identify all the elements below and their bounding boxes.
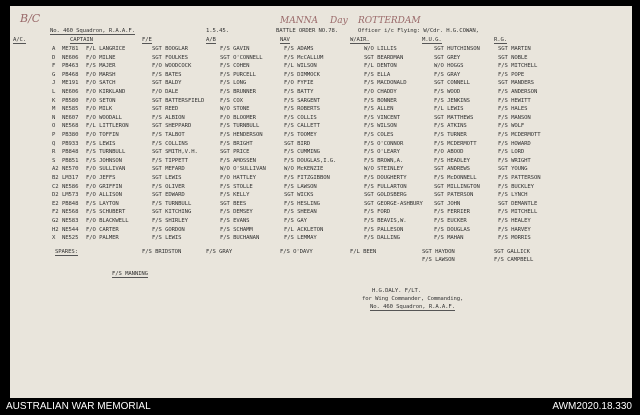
- crew-cell: F/S DIMMOCK: [284, 71, 320, 78]
- spare-crew: SGT HAYDON: [422, 249, 455, 255]
- aircraft-letter: F2: [52, 209, 59, 216]
- document-page: [10, 6, 632, 398]
- crew-cell: F/S McCALLUM: [284, 54, 324, 61]
- aircraft-letter: R: [52, 149, 56, 156]
- aircraft-serial: NE607: [62, 114, 79, 121]
- crew-cell: F/O SETON: [86, 97, 116, 104]
- crew-cell: F/S MORRIS: [498, 235, 531, 242]
- crew-cell: W/O STONE: [220, 106, 250, 113]
- crew-cell: F/S FULLARTON: [364, 183, 407, 190]
- crew-cell: SGT CONNELL: [434, 80, 470, 87]
- aircraft-letter: A: [52, 46, 56, 52]
- crew-cell: F/S WRIGHT: [498, 157, 531, 164]
- crew-cell: F/O CHADDY: [364, 89, 397, 95]
- table-row: [12, 149, 592, 156]
- crew-cell: F/O ABOOD: [434, 149, 464, 156]
- crew-cell: SGT YOUNG: [498, 166, 528, 173]
- table-row: [12, 235, 592, 242]
- crew-cell: F/O HATTLEY: [220, 175, 256, 181]
- officer-in-charge: Officer i/c Flying: W/Cdr. H.G.COWAN,: [358, 28, 479, 34]
- crew-cell: F/S LAYTON: [86, 200, 119, 207]
- crew-cell: SGT MARTIN: [498, 46, 531, 52]
- crew-cell: F/S KELLY: [220, 192, 250, 199]
- crew-cell: F/O TOFFIN: [86, 132, 119, 138]
- crew-cell: F/S SHEEAN: [284, 209, 317, 216]
- table-row: [12, 123, 592, 130]
- crew-cell: SGT SHEPPARD: [152, 123, 192, 130]
- crew-cell: F/O WOODCOCK: [152, 63, 192, 70]
- crew-cell: F/S FITZGIBBON: [284, 175, 330, 181]
- crew-cell: F/S CUMMING: [284, 149, 320, 156]
- crew-cell: F/O ALLISON: [86, 192, 122, 199]
- crew-cell: F/S BEAVIS,W.: [364, 218, 407, 224]
- crew-cell: F/S O'LEARY: [364, 149, 400, 156]
- aircraft-serial: PB933: [62, 140, 79, 147]
- table-row: [12, 63, 592, 70]
- crew-cell: F/O KIRKLAND: [86, 89, 126, 95]
- crew-cell: F/S GRAY: [434, 71, 461, 78]
- crew-cell: F/O FYFIE: [284, 80, 314, 87]
- aircraft-serial: ME781: [62, 46, 79, 52]
- archive-footer: [0, 398, 640, 415]
- crew-cell: F/S BUCHANAN: [220, 235, 260, 242]
- crew-cell: F/S GAVIN: [220, 46, 250, 52]
- crew-cell: F/S HOWARD: [498, 140, 531, 147]
- crew-cell: F/S HARVEY: [498, 226, 531, 233]
- column-header: NAV: [280, 37, 290, 43]
- crew-cell: F/S MACDONALD: [364, 80, 407, 87]
- crew-cell: F/S WOOD: [434, 89, 461, 95]
- table-row: [12, 46, 592, 53]
- crew-cell: F/S MITCHELL: [498, 63, 538, 70]
- aircraft-serial: PB848: [62, 149, 79, 156]
- table-row: [12, 115, 592, 122]
- aircraft-letter: H2: [52, 226, 59, 233]
- crew-cell: F/S MITCHELL: [498, 209, 538, 216]
- crew-cell: F/S STOLLE: [220, 183, 253, 190]
- crew-cell: SGT MATTHEWS: [434, 114, 474, 121]
- aircraft-letter: J: [52, 80, 56, 87]
- crew-cell: SGT MEFARD: [152, 166, 185, 173]
- crew-cell: F/S DEMSEY: [220, 209, 253, 216]
- column-header: CAPTAIN: [70, 37, 93, 43]
- crew-cell: F/O BLOOMER: [220, 114, 256, 121]
- crew-cell: F/S CALLETT: [284, 123, 320, 130]
- crew-cell: F/L LITTLERON: [86, 123, 129, 130]
- crew-cell: F/S HEWITT: [498, 97, 531, 104]
- crew-cell: F/S COLES: [364, 132, 394, 138]
- corner-handwriting: B/C: [20, 12, 41, 25]
- table-row: [12, 227, 592, 234]
- aircraft-serial: ME191: [62, 80, 79, 87]
- aircraft-letter: S: [52, 157, 56, 164]
- aircraft-serial: LM573: [62, 192, 79, 199]
- crew-cell: F/S TURNER: [434, 132, 467, 138]
- column-header: R.G.: [494, 37, 508, 43]
- crew-cell: F/S ALLEN: [364, 106, 394, 113]
- crew-cell: F/S ROBERTS: [284, 106, 320, 113]
- crew-cell: F/S FERRIER: [434, 209, 470, 216]
- spare-crew: F/S GRAY: [206, 249, 233, 255]
- crew-cell: F/S HEALEY: [498, 218, 531, 224]
- aircraft-serial: PB468: [62, 71, 79, 78]
- column-header: A/B: [206, 37, 216, 43]
- crew-cell: SGT ANDREWS: [434, 166, 470, 173]
- aircraft-serial: PB380: [62, 132, 79, 138]
- crew-cell: SGT PRICE: [220, 149, 250, 156]
- crew-cell: W/O HOGGS: [434, 63, 464, 70]
- crew-cell: F/S BATES: [152, 71, 182, 78]
- crew-cell: F/S EUCKER: [434, 218, 467, 224]
- spares-label: SPARES:: [55, 249, 78, 255]
- table-row: [12, 175, 592, 182]
- crew-cell: F/S BROWN,A.: [364, 157, 404, 164]
- crew-cell: F/O SULLIVAN: [86, 166, 126, 173]
- crew-cell: F/L ACKLETON: [284, 226, 324, 233]
- aircraft-letter: O: [52, 123, 56, 130]
- crew-cell: F/S ANDERSON: [498, 89, 538, 95]
- crew-cell: F/S McDONNELL: [434, 175, 477, 181]
- crew-cell: F/S TURNBULL: [220, 123, 260, 130]
- column-header: A/C.: [13, 37, 27, 43]
- aircraft-serial: NE586: [62, 183, 79, 190]
- crew-cell: F/O CARTER: [86, 226, 119, 233]
- table-row: [12, 132, 592, 139]
- crew-cell: F/S TURNBULL: [86, 149, 126, 156]
- crew-cell: SGT BOOGLAR: [152, 46, 188, 52]
- crew-cell: F/O DALE: [152, 89, 179, 95]
- table-row: [12, 158, 592, 165]
- aircraft-letter: C2: [52, 183, 59, 190]
- signature-unit: No. 460 Squadron, R.A.A.F.: [370, 304, 455, 310]
- crew-cell: W/O O'SULLIVAN: [220, 166, 266, 173]
- aircraft-letter: G: [52, 71, 56, 78]
- aircraft-letter: D2: [52, 192, 59, 199]
- aircraft-letter: N: [52, 114, 56, 121]
- crew-cell: SGT NOBLE: [498, 54, 528, 61]
- crew-cell: F/S BUCKLEY: [498, 183, 534, 190]
- crew-cell: F/S COLLIS: [284, 114, 317, 121]
- crew-cell: F/S SHIRLEY: [152, 218, 188, 224]
- crew-cell: F/S MCDERMOTT: [498, 132, 541, 138]
- crew-cell: F/S SCHAMM: [220, 226, 253, 233]
- aircraft-letter: L: [52, 89, 56, 95]
- crew-cell: F/S ATKINS: [434, 123, 467, 130]
- aircraft-serial: PB848: [62, 200, 79, 207]
- aircraft-serial: NE525: [62, 235, 79, 242]
- crew-cell: F/S PALLESON: [364, 226, 404, 233]
- aircraft-letter: G2: [52, 218, 59, 224]
- crew-cell: SGT BIRD: [284, 140, 311, 147]
- crew-cell: F/S TALBOT: [152, 132, 185, 138]
- crew-cell: SGT BEES: [220, 200, 247, 207]
- crew-cell: SGT JOHN: [434, 200, 461, 207]
- spare-crew: F/S LAWSON: [422, 257, 455, 263]
- column-header: F/E: [142, 37, 152, 43]
- crew-cell: SGT DEMANTLE: [498, 200, 538, 207]
- crew-cell: F/S DOUGLAS,I.G.: [284, 157, 337, 164]
- crew-cell: F/S MANSON: [498, 114, 531, 121]
- crew-cell: F/S LAWSON: [284, 183, 317, 190]
- crew-cell: F/S TIPPETT: [152, 157, 188, 164]
- table-row: [12, 184, 592, 191]
- crew-cell: F/O BLACKWELL: [86, 218, 129, 224]
- aircraft-serial: PB463: [62, 63, 79, 70]
- crew-cell: F/S TURNBULL: [152, 200, 192, 207]
- crew-cell: F/S DOUGLAS: [434, 226, 470, 233]
- crew-cell: SGT WICKS: [284, 192, 314, 199]
- crew-cell: F/S BATTY: [284, 89, 314, 95]
- aircraft-serial: NE606: [62, 89, 79, 95]
- crew-cell: F/O WOODALL: [86, 114, 122, 121]
- table-row: [12, 209, 592, 216]
- crew-cell: F/O MARSH: [86, 71, 116, 78]
- aircraft-serial: LM317: [62, 175, 79, 181]
- crew-cell: F/S WILSON: [364, 123, 397, 130]
- crew-cell: SGT MILLINGTON: [434, 183, 480, 190]
- battle-order-number: BATTLE ORDER NO.78.: [276, 28, 339, 34]
- table-row: [12, 98, 592, 105]
- crew-cell: SGT PATERSON: [434, 192, 474, 199]
- crew-cell: F/S BONNER: [364, 97, 397, 104]
- crew-cell: F/S COHEN: [220, 63, 250, 70]
- aircraft-letter: M: [52, 106, 56, 113]
- crew-cell: F/S LYNCH: [498, 192, 528, 199]
- table-row: [12, 106, 592, 113]
- crew-cell: F/L LANGRICE: [86, 46, 126, 52]
- crew-cell: W/O McKENZIE: [284, 166, 324, 173]
- crew-cell: F/S AMOSSEN: [220, 157, 256, 164]
- handwritten-note-rotterdam: ROTTERDAM: [358, 16, 421, 26]
- crew-cell: SGT BATTERSFIELD: [152, 97, 205, 104]
- table-row: [12, 166, 592, 173]
- crew-cell: F/S POPE: [498, 71, 525, 78]
- table-row: [12, 80, 592, 87]
- crew-cell: SGT EDWARD: [152, 192, 185, 199]
- aircraft-letter: A2: [52, 166, 59, 173]
- crew-cell: F/O JEFFS: [86, 175, 116, 181]
- crew-cell: F/S TOOMEY: [284, 132, 317, 138]
- crew-cell: SGT GREY: [434, 54, 461, 61]
- crew-cell: SGT KITCHING: [152, 209, 192, 216]
- crew-cell: F/S PATTERSON: [498, 175, 541, 181]
- aircraft-serial: PB851: [62, 157, 79, 164]
- crew-cell: F/S SARGENT: [284, 97, 320, 104]
- crew-cell: SGT GOLDSBERG: [364, 192, 407, 199]
- crew-cell: SGT O'CONNELL: [220, 54, 263, 61]
- crew-cell: F/S LEMMAY: [284, 235, 317, 242]
- table-row: [12, 55, 592, 62]
- crew-cell: F/L LEWIS: [434, 106, 464, 113]
- aircraft-serial: NE570: [62, 166, 79, 173]
- crew-cell: F/S MAJER: [86, 63, 116, 70]
- crew-cell: F/L WILSON: [284, 63, 317, 70]
- crew-cell: F/O MILNE: [86, 54, 116, 61]
- crew-cell: F/S JOHNSON: [86, 157, 122, 164]
- crew-cell: SGT LEWIS: [152, 175, 182, 181]
- aircraft-serial: PB580: [62, 97, 79, 104]
- crew-cell: F/S GORDON: [152, 226, 185, 233]
- aircraft-serial: NE583: [62, 218, 79, 224]
- aircraft-letter: X: [52, 235, 56, 242]
- crew-cell: F/S EVANS: [220, 218, 250, 224]
- signature-name: H.G.DALY. F/LT.: [372, 288, 422, 294]
- spare-crew: F/S O'DAVY: [280, 249, 313, 255]
- aircraft-serial: NE568: [62, 123, 79, 130]
- column-header: W/AIR.: [350, 37, 370, 43]
- archive-reference: AWM2020.18.330: [552, 401, 632, 412]
- spare-crew: SGT GALLICK: [494, 249, 530, 255]
- table-row: [12, 141, 592, 148]
- crew-cell: F/S ELLA: [364, 71, 391, 78]
- crew-cell: F/S MAHAN: [434, 235, 464, 242]
- table-row: [12, 218, 592, 225]
- crew-cell: F/O MILK: [86, 106, 113, 113]
- aircraft-serial: NE568: [62, 209, 79, 216]
- table-row: [12, 72, 592, 79]
- crew-cell: F/S HESLING: [284, 200, 320, 207]
- crew-cell: F/S O'CONNOR: [364, 140, 404, 147]
- crew-cell: F/O SATCH: [86, 80, 116, 87]
- crew-cell: F/S JENKINS: [434, 97, 470, 104]
- crew-cell: F/S LEWIS: [152, 235, 182, 242]
- crew-cell: F/S MCDERMOTT: [434, 140, 477, 147]
- crew-cell: W/O LILLIS: [364, 46, 397, 52]
- crew-cell: SGT SMITH,V.H.: [152, 149, 198, 156]
- aircraft-letter: K: [52, 97, 56, 104]
- crew-cell: SGT REED: [152, 106, 179, 113]
- order-date: 1.5.45.: [206, 28, 229, 34]
- aircraft-serial: NE606: [62, 54, 79, 61]
- crew-cell: F/L DENTON: [364, 63, 397, 70]
- column-header: M.U.G.: [422, 37, 442, 43]
- crew-cell: F/S HENDERSON: [220, 132, 263, 138]
- crew-cell: SGT BEARDMAN: [364, 54, 404, 61]
- crew-cell: F/S SCHUBERT: [86, 209, 126, 216]
- crew-cell: F/S GAY: [284, 218, 307, 224]
- aircraft-serial: NE544: [62, 226, 79, 233]
- crew-cell: F/S ADAMS: [284, 46, 314, 52]
- crew-cell: F/S LORD: [498, 149, 525, 156]
- table-row: [12, 89, 592, 96]
- crew-cell: SGT GEORGE-ASHBURY: [364, 200, 423, 207]
- crew-cell: F/S HALES: [498, 106, 528, 113]
- table-row: [12, 192, 592, 199]
- aircraft-letter: Q: [52, 140, 56, 147]
- handwritten-note-manna: MANNA: [280, 16, 318, 26]
- crew-cell: F/S WOLF: [498, 123, 525, 130]
- crew-cell: F/S LONG: [220, 80, 247, 87]
- crew-cell: SGT BALDY: [152, 80, 182, 87]
- crew-cell: F/S PURCELL: [220, 71, 256, 78]
- crew-cell: W/O STEINLEY: [364, 166, 404, 173]
- crew-cell: F/S OLIVER: [152, 183, 185, 190]
- crew-cell: F/S VINCENT: [364, 114, 400, 121]
- crew-cell: F/S HEADLEY: [434, 157, 470, 164]
- aircraft-letter: B2: [52, 175, 59, 181]
- crew-cell: SGT MANDERS: [498, 80, 534, 87]
- crew-cell: F/S LEWIS: [86, 140, 116, 147]
- crew-cell: F/O PALMER: [86, 235, 119, 242]
- stamp-note: F/S MANNING: [112, 271, 148, 277]
- aircraft-serial: NE585: [62, 106, 79, 113]
- crew-cell: F/S COLLINS: [152, 140, 188, 147]
- crew-cell: SGT HUTCHINSON: [434, 46, 480, 52]
- crew-cell: F/S FORD: [364, 209, 391, 216]
- crew-cell: F/S DALLING: [364, 235, 400, 242]
- aircraft-letter: E2: [52, 200, 59, 207]
- crew-cell: F/S COX: [220, 97, 243, 104]
- crew-cell: F/S DOUGHERTY: [364, 175, 407, 181]
- spare-crew: F/L BEEN: [350, 249, 377, 255]
- crew-cell: SGT FOULKES: [152, 54, 188, 61]
- archive-name: AUSTRALIAN WAR MEMORIAL: [6, 401, 151, 412]
- spare-crew: F/S CAMPBELL: [494, 257, 534, 263]
- spare-crew: F/S BRIDSTON: [142, 249, 182, 255]
- table-row: [12, 201, 592, 208]
- handwritten-note-day: Day: [330, 16, 348, 26]
- crew-cell: F/S BRIGHT: [220, 140, 253, 147]
- aircraft-letter: F: [52, 63, 56, 70]
- crew-cell: F/S ALBION: [152, 114, 185, 121]
- signature-title: for Wing Commander, Commanding,: [362, 296, 464, 302]
- aircraft-letter: D: [52, 54, 56, 61]
- crew-cell: F/O GRIFFIN: [86, 183, 122, 190]
- crew-cell: F/S BRUNNER: [220, 89, 256, 95]
- aircraft-letter: P: [52, 132, 56, 138]
- squadron-heading: No. 460 Squadron, R.A.A.F.: [50, 28, 135, 34]
